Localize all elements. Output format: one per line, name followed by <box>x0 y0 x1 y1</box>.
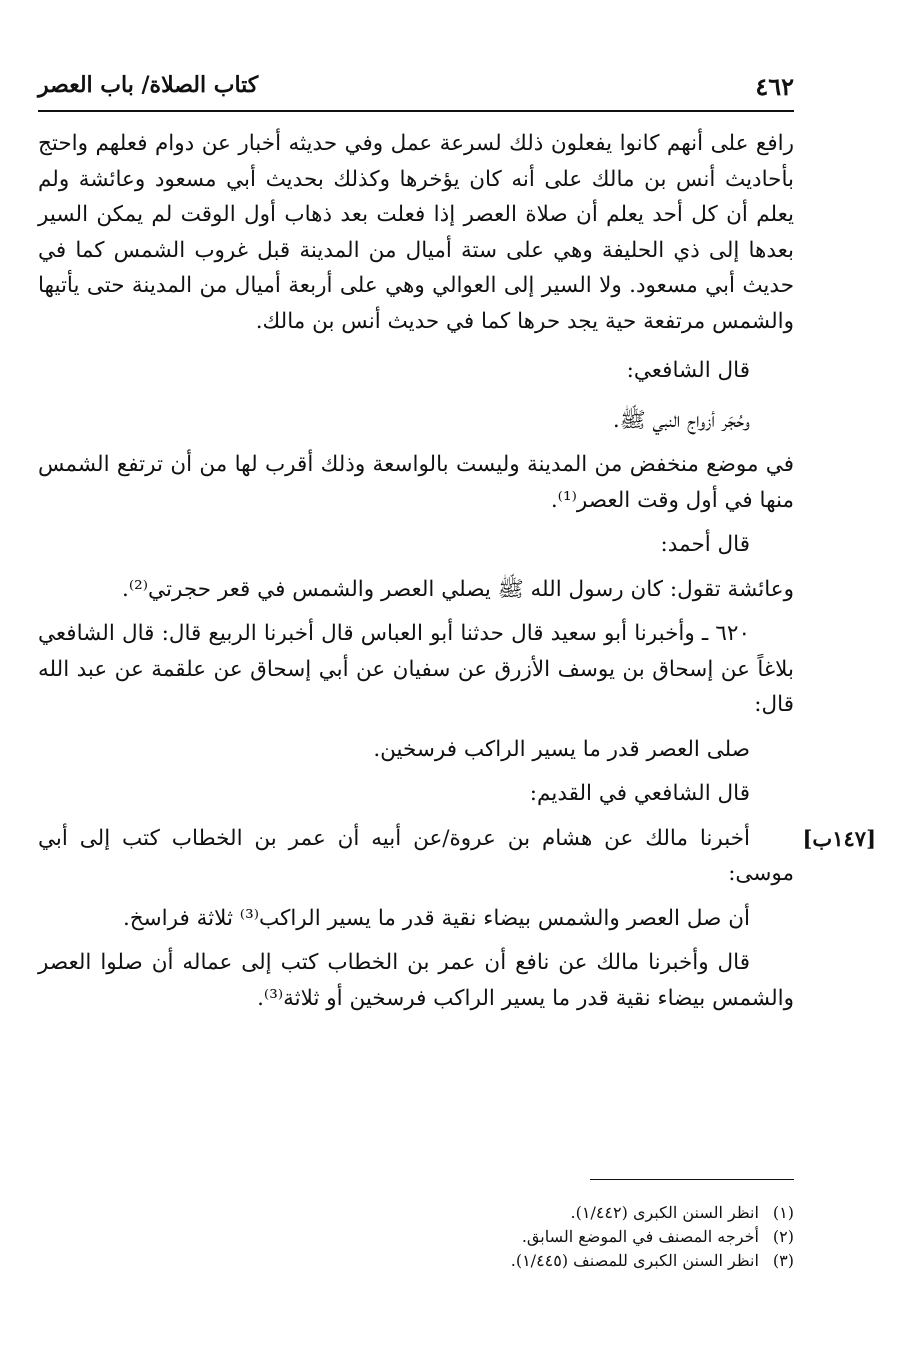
paragraph: قال الشافعي: <box>626 358 750 383</box>
main-text <box>38 126 876 1016</box>
footnote-number: (١) <box>772 1203 794 1222</box>
page-number: ٤٦٢ <box>755 72 794 101</box>
margin-reference: [١٤٧ب] <box>802 825 876 851</box>
paragraph: ٦٢٠ ـ وأخبرنا أبو سعيد قال حدثنا أبو العباس قال أخبرنا الربيع قال: قال الشافعي بلاغاً عن إسحاق بن يوسف الأزرق عن سفيان عن أبي إسحاق عن علقمة عن عبد الله قال: <box>38 621 794 717</box>
running-title: كتاب الصلاة/ باب العصر <box>38 72 259 98</box>
paragraph: رافع على أنهم كانوا يفعلون ذلك لسرعة عمل وفي حديثه أخبار عن دوام فعلهم واحتج بأحاديث أنس بن مالك على أنه كان يؤخرها وكذلك بحديث أبي مسعود وعائشة ولم يعلم أن كل أحد يعلم أن صلاة العصر إذا فعلت بعد ذهاب أول الوقت لم يمكن السير بعدها إلى ذي الحليفة وهي على ستة أميال من المدينة قبل غروب الشمس كما في حديث أبي مسعود. ولا السير إلى العوالي وهي على أربعة أميال من المدينة حتى يأتيها والشمس مرتفعة حية يجد حرها كما في حديث أنس بن مالك. <box>38 131 794 334</box>
footnote <box>38 1201 794 1225</box>
footnote <box>38 1249 794 1273</box>
paragraph: قال أحمد: <box>660 532 750 557</box>
header-rule <box>38 110 794 112</box>
footnote-rule <box>590 1179 794 1180</box>
footnote-text: انظر السنن الكبرى (١/٤٤٢). <box>570 1203 759 1222</box>
paragraph: قال الشافعي في القديم: <box>529 781 750 806</box>
footnote-number: (٢) <box>772 1227 794 1246</box>
footnote <box>38 1225 794 1249</box>
footnote-text: انظر السنن الكبرى للمصنف (١/٤٤٥). <box>510 1251 759 1270</box>
paragraph: قال وأخبرنا مالك عن نافع أن عمر بن الخطاب كتب إلى عماله أن صلوا العصر والشمس بيضاء نقية قدر ما يسير الراكب فرسخين أو ثلاثة⁽³⁾. <box>38 950 794 1011</box>
paragraph: أن صل العصر والشمس بيضاء نقية قدر ما يسير الراكب⁽³⁾ ثلاثة فراسخ. <box>122 905 750 931</box>
paragraph: صلى العصر قدر ما يسير الراكب فرسخين. <box>373 736 750 762</box>
paragraph-with-ref <box>38 821 876 892</box>
footnote-text: أخرجه المصنف في الموضع السابق. <box>521 1227 759 1246</box>
footnote-number: (٣) <box>772 1251 794 1270</box>
paragraph: وحُجَر أزواج النبي ﷺ. <box>612 407 750 433</box>
footnotes <box>38 1201 794 1273</box>
paragraph: وعائشة تقول: كان رسول الله ﷺ يصلي العصر والشمس في قعر حجرتي⁽²⁾. <box>122 576 794 602</box>
paragraph: في موضع منخفض من المدينة وليست بالواسعة وذلك أقرب لها من أن ترتفع الشمس منها في أول وقت العصر⁽¹⁾. <box>38 452 794 513</box>
paragraph: أخبرنا مالك عن هشام بن عروة/عن أبيه أن عمر بن الخطاب كتب إلى أبي موسى: <box>38 825 794 886</box>
page-header <box>38 68 794 112</box>
